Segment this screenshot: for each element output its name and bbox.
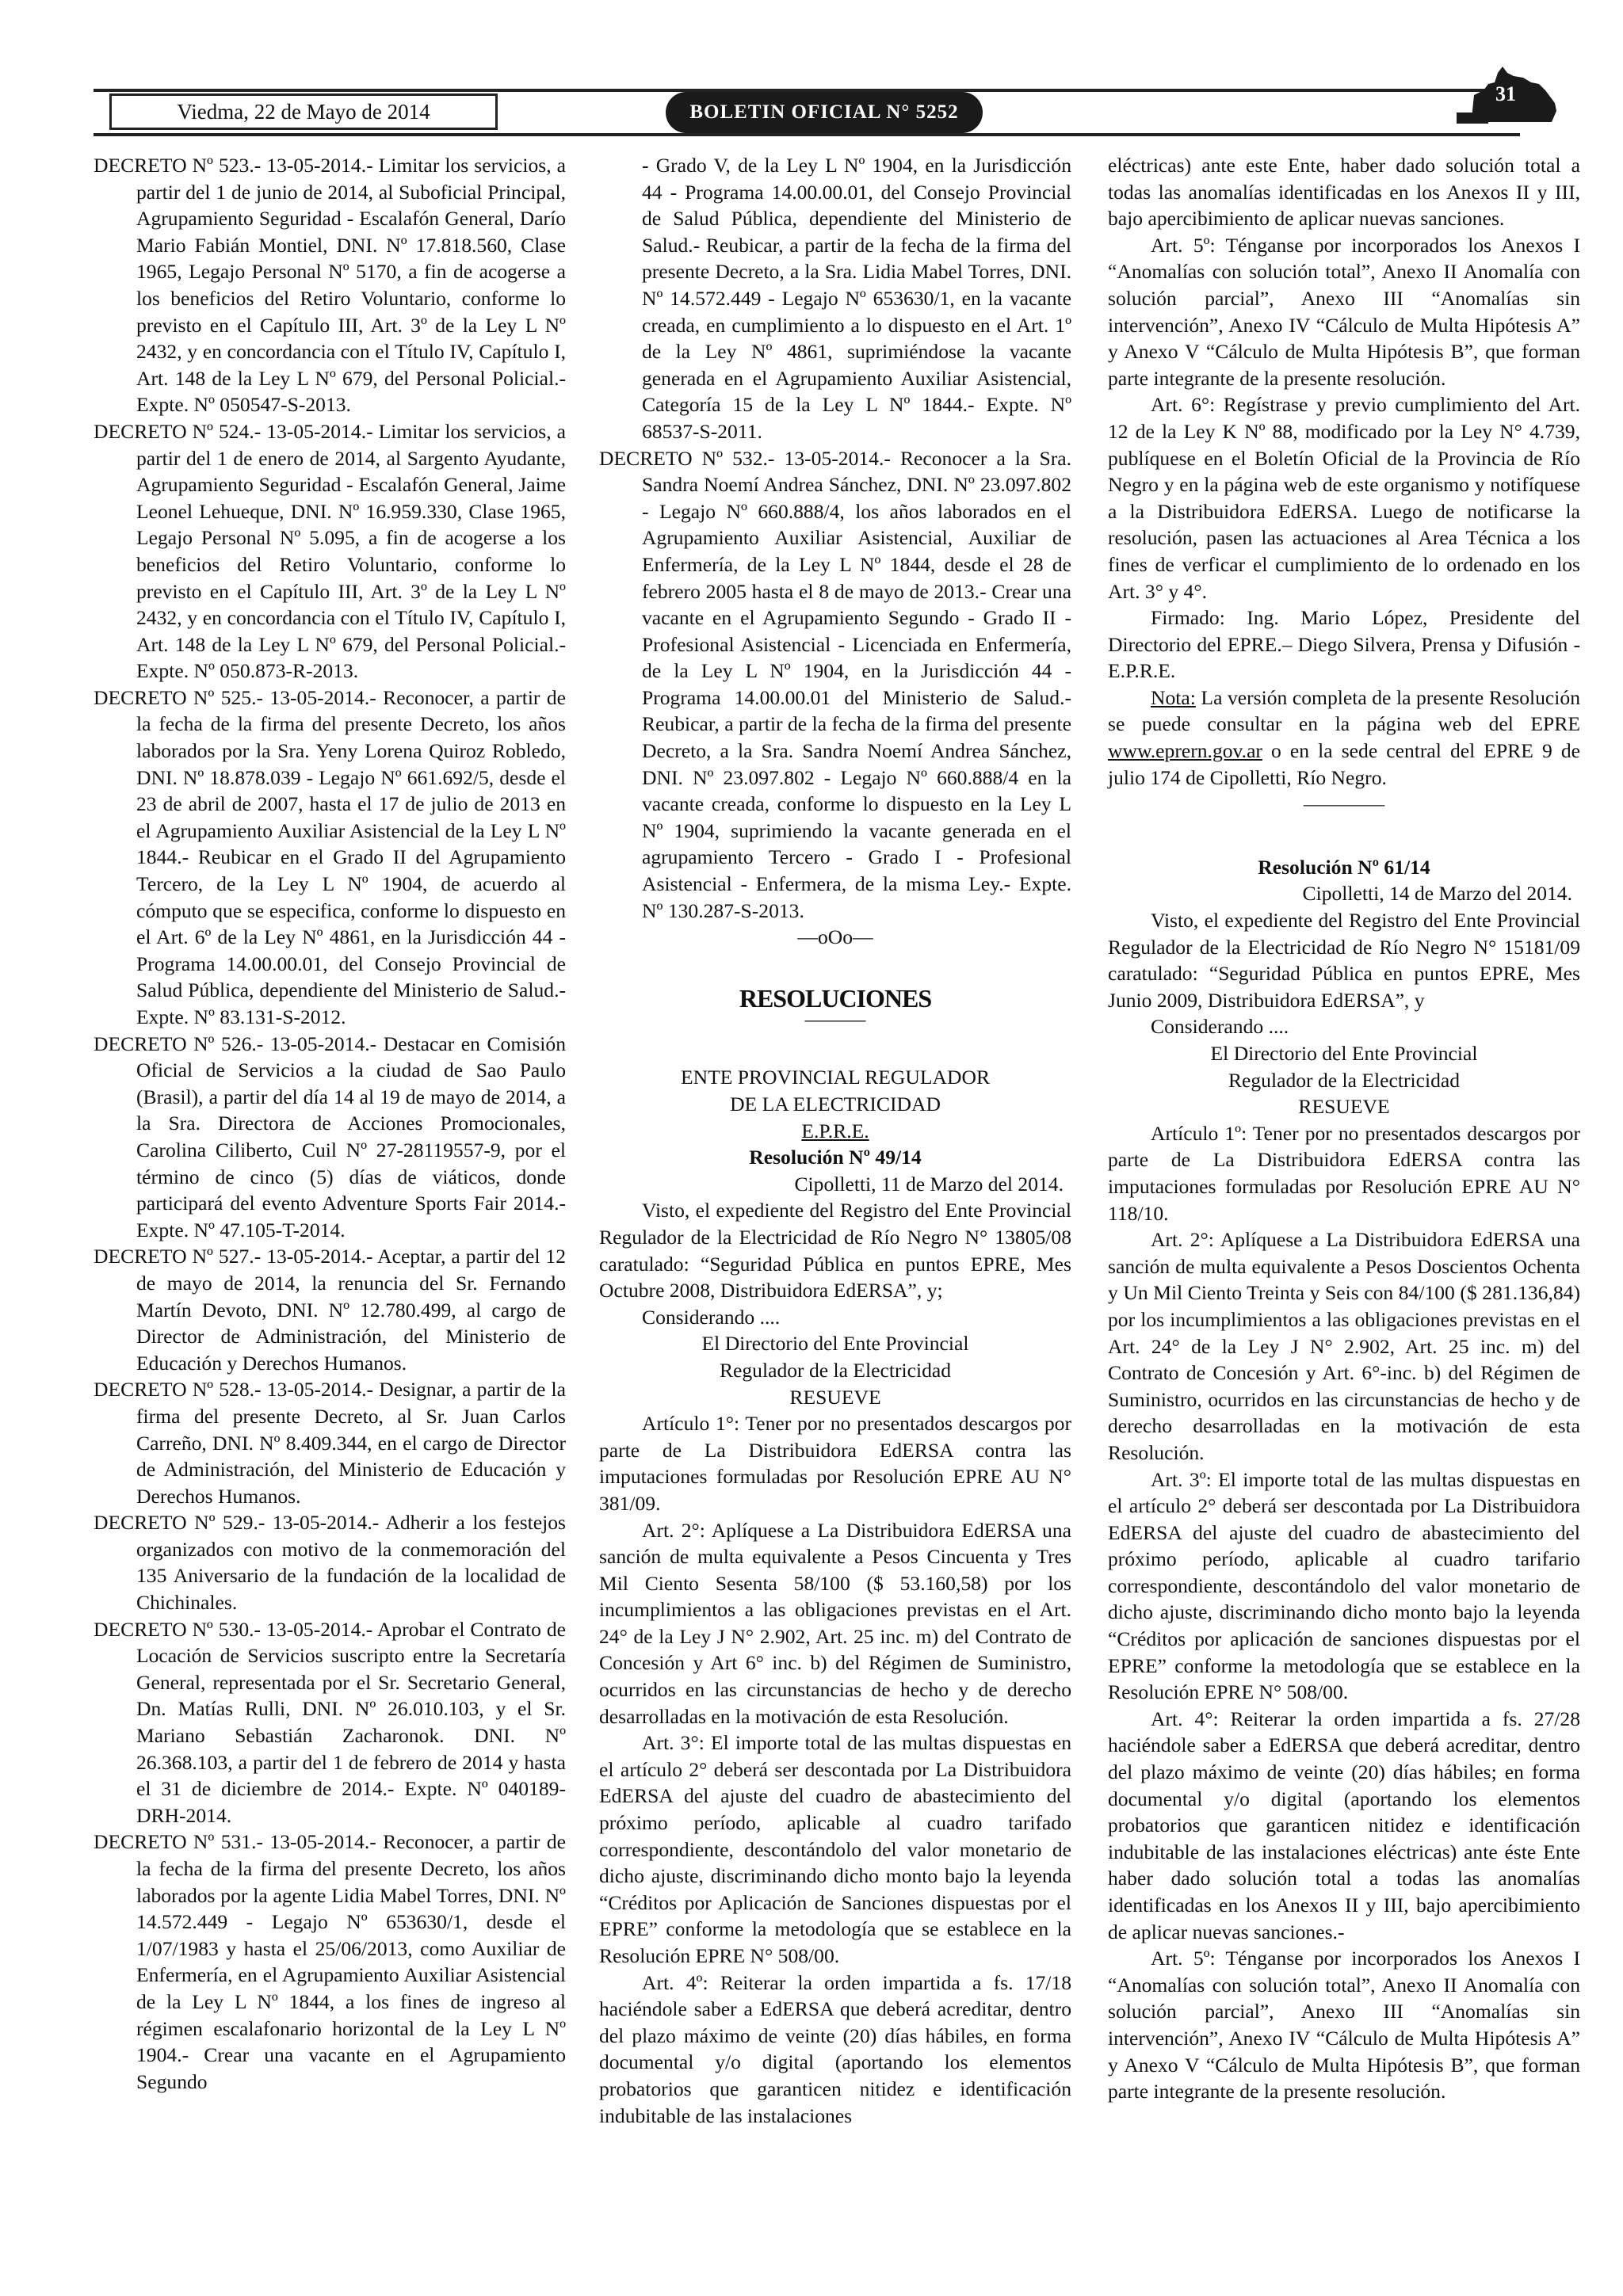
decreto-528: DECRETO Nº 528.- 13-05-2014.- Designar, a partir de la firma del presente Decreto, al Sr. Juan Carlos Carreño, DNI. Nº 8.409.344, en el cargo de Director de Administración, del Ministerio de Educación y Derechos Humanos. <box>94 1378 566 1508</box>
decreto-532: DECRETO Nº 532.- 13-05-2014.- Reconocer a la Sra. Sandra Noemí Andrea Sánchez, DNI. Nº 23.097.802 - Legajo Nº 660.888/4, los años laborados en el Agrupamiento Auxiliar Asistencial, Auxiliar de Enfermería, de la Ley L Nº 1844, desde el 28 de febrero 2005 hasta el 8 de mayo de 2013.- Crear una vacante en el Agrupamiento Segundo - Grado II - Profesional Asistencial - Licenciada en Enfermería, de la Ley L Nº 1904, en la Jurisdicción 44 - Programa 14.00.00.01 del Ministerio de Salud.- Reubicar, a partir de la fecha de la firma del presente Decreto, a la Sra. Sandra Noemí Andrea Sánchez, DNI. Nº 23.097.802 - Legajo Nº 660.888/4 en la vacante creada, conforme lo dispuesto en la Ley L Nº 1904, suprimiendo la vacante generada en el agrupamiento Tercero - Grado I - Profesional Asistencial - Enfermera, de la misma Ley.- Expte. Nº 130.287-S-2013. <box>599 446 1071 922</box>
articulo-2-61: Art. 2°: Aplíquese a La Distribuidora EdERSA una sanción de multa equivalente a Pesos Doscientos Ochenta y Un Mil Ciento Treinta y Seis con 84/100 ($ 281.136,84) por los incumplimientos a las obligaciones previstas en el Art. 24° de la Ley J N° 2.902, Art. 25 inc. m) del Contrato de Concesión y Art. 6°-inc. b) del Régimen de Suministro, ocurridos en las circunstancias de hecho y de derecho desarrolladas en la motivación de esta Resolución. <box>1108 1228 1580 1464</box>
articulo-3-61: Art. 3º: El importe total de las multas dispuestas en el artículo 2° deberá ser descontada por La Distribuidora EdERSA del ajuste del cuadro de abastecimiento del próximo período, aplicable al cuadro tarifario correspondiente, descontándolo del valor monetario de dicho ajuste, discriminando dicho monto bajo la leyenda “Créditos por aplicación de sanciones dispuestas por el EPRE” conforme la metodología que se establece en la Resolución EPRE N° 508/00. <box>1108 1467 1580 1704</box>
articulo-4-continuation: eléctricas) ante este Ente, haber dado solución total a todas las anomalías identificadas en los Anexos II y III, bajo apercibimiento de aplicar nuevas sanciones. <box>1108 154 1580 231</box>
separator: —oOo— <box>797 925 873 949</box>
section-title-resoluciones: RESOLUCIONES <box>739 983 932 1013</box>
column-2 <box>599 152 1071 2129</box>
articulo-6: Art. 6°: Regístrase y previo cumplimiento del Art. 12 de la Ley K Nº 88, modificado por la Ley N° 4.739, publíquese en el Boletín Oficial de la Provincia de Río Negro y en la página web de este organismo y notifíquese a la Distribuidora EdERSA. Luego de notificarse la resolución, pasen las actuaciones al Area Técnica a los fines de verficar el cumplimiento de lo ordenado en los Art. 3° y 4°. <box>1108 393 1580 603</box>
articulo-2: Art. 2°: Aplíquese a La Distribuidora EdERSA una sanción de multa equivalente a Pesos Cincuenta y Tres Mil Ciento Sesenta 58/100 ($ 53.160,58) por los incumplimientos a las obligaciones previstas en el Art. 24° de la Ley J N° 2.902, Art. 25 inc. m) del Contrato de Concesión y Art 6° inc. b) del Régimen de Suministro, ocurridos en las circunstancias de hecho y de derecho desarrolladas en la motivación de esta Resolución. <box>599 1518 1071 1728</box>
header-date: Viedma, 22 de Mayo de 2014 <box>109 93 498 130</box>
articulo-1-61: Artículo 1º: Tener por no presentados descargos por parte de La Distribuidora EdERSA contra las imputaciones formuladas por Resolución EPRE AU N° 118/10. <box>1108 1121 1580 1225</box>
column-3 <box>1108 152 1580 2105</box>
decreto-525: DECRETO Nº 525.- 13-05-2014.- Reconocer, a partir de la fecha de la firma del presente Decreto, los años laborados por la Sra. Yeny Lorena Quiroz Robledo, DNI. Nº 18.878.039 - Legajo Nº 661.692/5, desde el 23 de abril de 2007, hasta el 17 de julio de 2013 en el Agrupamiento Auxiliar Asistencial de la Ley L Nº 1844.- Reubicar en el Grado II del Agrupamiento Tercero, de la Ley L Nº 1904, de acuerdo al cómputo que se especifica, conforme lo dispuesto en el Art. 6º de la Ley Nº 4861, en la Jurisdicción 44 - Programa 14.00.00.01, del Consejo Provincial de Salud Pública, dependiente del Ministerio de Salud.- Expte. Nº 83.131-S-2012. <box>94 685 566 1028</box>
directorio-line-2: Regulador de la Electricidad <box>719 1358 952 1382</box>
decreto-523: DECRETO Nº 523.- 13-05-2014.- Limitar los servicios, a partir del 1 de junio de 2014, al Suboficial Principal, Agrupamiento Seguridad - Escalafón General, Darío Mario Fabián Montiel, DNI. Nº 17.818.560, Clase 1965, Legajo Personal Nº 5170, a fin de acogerse a los beneficios del Retiro Voluntario, conforme lo previsto en el Capítulo III, Art. 3º de la Ley L Nº 2432, y en concordancia con el Título IV, Capítulo I, Art. 148 de la Ley L Nº 679, del Personal Policial.- Expte. Nº 050547-S-2013. <box>94 154 566 417</box>
decreto-527: DECRETO Nº 527.- 13-05-2014.- Aceptar, a partir del 12 de mayo de 2014, la renuncia del Sr. Fernando Martín Devoto, DNI. Nº 12.780.499, al cargo de Director de Administración, del Ministerio de Educación y Derechos Humanos. <box>94 1245 566 1375</box>
considerando-61: Considerando .... <box>1151 1015 1289 1039</box>
articulo-4-61: Art. 4°: Reiterar la orden impartida a fs. 27/28 haciéndole saber a EdERSA que deberá acreditar, dentro del plazo máximo de veinte (20) días hábiles; en forma documental y/o digital (aportando los elementos probatorios que garanticen nitidez e identificación indubitable de las instalaciones eléctricas) ante éste Ente haber dado solución total a todas las anomalías identificadas en los Anexos II y III, bajo apercibimiento de aplicar nuevas sanciones.- <box>1108 1707 1580 1943</box>
ente-line-2: DE LA ELECTRICIDAD <box>730 1093 941 1116</box>
decreto-531: DECRETO Nº 531.- 13-05-2014.- Reconocer, a partir de la fecha de la firma del presente Decreto, los años laborados por la agente Lidia Mabel Torres, DNI. Nº 14.572.449 - Legajo Nº 653630/1, desde el 1/07/1983 y hasta el 25/06/2013, como Auxiliar de Enfermería, en el Agrupamiento Auxiliar Asistencial de la Ley L Nº 1844, a los fines de ingreso al régimen escalafonario horizontal de la Ley L Nº 1904.- Crear una vacante en el Agrupamiento Segundo <box>94 1830 566 2093</box>
decreto-530: DECRETO Nº 530.- 13-05-2014.- Aprobar el Contrato de Locación de Servicios suscripto entre la Secretaría General, representada por el Sr. Secretario General, Dn. Matías Rulli, DNI. Nº 26.010.103, y el Sr. Mariano Sebastián Zacharonok. DNI. Nº 26.368.103, a partir del 1 de febrero de 2014 y hasta el 31 de diciembre de 2014.- Expte. Nº 040189-DRH-2014. <box>94 1617 566 1827</box>
directorio-line-1: El Directorio del Ente Provincial <box>701 1332 969 1356</box>
decreto-526: DECRETO Nº 526.- 13-05-2014.- Destacar en Comisión Oficial de Servicios a la ciudad de Sao Paulo (Brasil), a partir del día 14 al 19 de mayo de 2014, a la Sra. Directora de Acciones Promocionales, Carolina Ciliberto, Cuil Nº 27-28119557-9, por el término de cinco (5) días de viáticos, donde participará del evento Adventure Sports Fair 2014.- Expte. Nº 47.105-T-2014. <box>94 1032 566 1241</box>
column-1 <box>94 152 566 2095</box>
resolution-title: Resolución Nº 49/14 <box>749 1146 922 1169</box>
directorio-61-line-1: El Directorio del Ente Provincial <box>1210 1042 1478 1065</box>
directorio-61-line-2: Regulador de la Electricidad <box>1228 1068 1461 1092</box>
visto: Visto, el expediente del Registro del Ente Provincial Regulador de la Electricidad de Río Negro N° 13805/08 caratulado: “Seguridad Pública en puntos EPRE, Mes Octubre 2008, Distribuidora EdERSA”, y; <box>599 1199 1071 1302</box>
decreto-524: DECRETO Nº 524.- 13-05-2014.- Limitar los servicios, a partir del 1 de enero de 2014, al Sargento Ayudante, Agrupamiento Seguridad - Escalafón General, Jaime Leonel Lehueque, DNI. Nº 16.959.330, Clase 1965, Legajo Personal Nº 5.095, a fin de acogerse a los beneficios del Retiro Voluntario, conforme lo previsto en el Capítulo III, Art. 3º de la Ley L Nº 2432, y en concordancia con el Título IV, Capítulo I, Art. 148 de la Ley L Nº 679, del Personal Policial.- Expte. Nº 050.873-R-2013. <box>94 419 566 683</box>
page-number: 31 <box>1495 82 1516 105</box>
nota-text: La versión completa de la presente Resolución se puede consultar en la página web del EPRE <box>1108 685 1580 736</box>
resuelve-61: RESUEVE <box>1298 1095 1390 1119</box>
visto-61: Visto, el expediente del Registro del Ente Provincial Regulador de la Electricidad de Río Negro N° 15181/09 caratulado: “Seguridad Pública en puntos EPRE, Mes Junio 2009, Distribuidora EdERSA”, y <box>1108 909 1580 1012</box>
end-rule: ———— <box>1303 792 1385 816</box>
epre-website-link[interactable]: www.eprern.gov.ar <box>1108 739 1262 763</box>
decreto-529: DECRETO Nº 529.- 13-05-2014.- Adherir a los festejos organizados con motivo de la conmemoración del 135 Aniversario de la fundación de la localidad de Chichinales. <box>94 1511 566 1615</box>
nota-label: Nota: <box>1151 685 1196 709</box>
articulo-3: Art. 3°: El importe total de las multas dispuestas en el artículo 2° deberá ser descontada por La Distribuidora EdERSA del ajuste del cuadro de abastecimiento del próximo período, aplicable al cuadro tarifado correspondiente, descontándolo del valor monetario de dicho ajuste, discriminando dicho monto bajo la leyenda “Créditos por Aplicación de Sanciones dispuestas por el EPRE” conforme la metodología que se establece en la Resolución EPRE N° 508/00. <box>599 1731 1071 1967</box>
considerando: Considerando .... <box>642 1305 781 1329</box>
resolution-title-61: Resolución Nº 61/14 <box>1258 855 1430 879</box>
resolution-date-61: Cipolletti, 14 de Marzo del 2014. <box>1302 882 1572 906</box>
articulo-1: Artículo 1°: Tener por no presentados descargos por parte de La Distribuidora EdERSA contra las imputaciones formuladas por Resolución EPRE AU N° 381/09. <box>599 1412 1071 1515</box>
ente-acronym: E.P.R.E. <box>801 1119 869 1142</box>
decreto-531-continuation: - Grado V, de la Ley L Nº 1904, en la Jurisdicción 44 - Programa 14.00.00.01, del Consejo Provincial de Salud Pública, dependiente del Ministerio de Salud.- Reubicar, a partir de la fecha de la firma del presente Decreto, a la Sra. Lidia Mabel Torres, DNI. Nº 14.572.449 - Legajo Nº 653630/1, en la vacante creada, en cumplimiento a lo dispuesto en el Art. 1º de la Ley Nº 4861, suprimiéndose la vacante generada en el Agrupamiento Auxiliar Asistencial, Categoría 15 de la Ley L Nº 1844.- Expte. Nº 68537-S-2011. <box>642 154 1071 443</box>
ente-line-1: ENTE PROVINCIAL REGULADOR <box>680 1066 991 1089</box>
articulo-5-61: Art. 5º: Ténganse por incorporados los Anexos I “Anomalías con solución total”, Anexo II Anomalía con solución parcial”, Anexo III “Anomalías sin intervención”, Anexo IV “Cálculo de Multa Hipótesis A” y Anexo V “Cálculo de Multa Hipótesis B”, que forman parte integrante de la presente resolución. <box>1108 1947 1580 2103</box>
nota-tail: o en la sede central del EPRE 9 de julio 174 de Cipolletti, Río Negro. <box>1108 739 1580 789</box>
nota <box>1108 685 1580 791</box>
section-rule: ——— <box>804 1008 866 1032</box>
resolution-date: Cipolletti, 11 de Marzo del 2014. <box>794 1172 1064 1196</box>
articulo-5: Art. 5º: Ténganse por incorporados los Anexos I “Anomalías con solución total”, Anexo II Anomalía con solución parcial”, Anexo III “Anomalías sin intervención”, Anexo IV “Cálculo de Multa Hipótesis A” y Anexo V “Cálculo de Multa Hipótesis B”, que forman parte integrante de la presente resolución. <box>1108 233 1580 390</box>
articulo-4: Art. 4º: Reiterar la orden impartida a fs. 17/18 haciéndole saber a EdERSA que deberá acreditar, dentro del plazo máximo de veinte (20) días hábiles, en forma documental y/o digital (aportando los elementos probatorios que garanticen nitidez e identificación indubitable de las instalaciones <box>599 1970 1071 2127</box>
resuelve: RESUEVE <box>789 1385 881 1409</box>
bulletin-title: BOLETIN OFICIAL N° 5252 <box>666 92 983 133</box>
firmado: Firmado: Ing. Mario López, Presidente del Directorio del EPRE.– Diego Silvera, Prensa y Difusión - E.P.R.E. <box>1108 606 1580 683</box>
